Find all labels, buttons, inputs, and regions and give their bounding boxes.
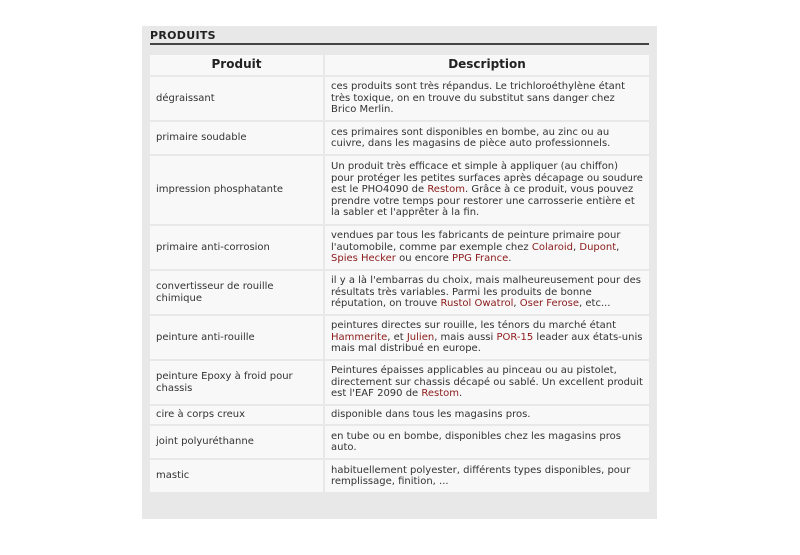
description-text: Un produit très efficace et simple à appliquer (au chiffon) pour protéger les petites surfaces après décapage ou soudure est le PHO4090 de [331, 161, 643, 196]
description-cell [325, 361, 649, 406]
description-cell [325, 156, 649, 226]
products-panel [142, 26, 657, 519]
brand-link[interactable]: Spies Hecker [331, 253, 396, 265]
brand-link[interactable]: Restom [427, 184, 465, 196]
brand-link[interactable]: Restom [421, 388, 460, 400]
products-table [150, 55, 649, 494]
section-title: PRODUITS [150, 29, 216, 42]
brand-link[interactable]: Julien [406, 331, 435, 343]
product-cell: cire à corps creux [150, 406, 325, 426]
brand-link[interactable]: Colaroid [531, 241, 574, 253]
description-cell [325, 316, 649, 361]
table-row [150, 226, 649, 271]
product-cell: primaire soudable [150, 122, 325, 156]
description-text: vendues par tous les fabricants de peinture primaire pour l'automobile, comme par exemple chez [331, 230, 621, 253]
table-header-row [150, 55, 649, 77]
table-row [150, 122, 649, 156]
description-text: en tube ou en bombe, disponibles chez les magasins pros auto. [331, 430, 621, 453]
description-text: , etc... [579, 298, 611, 310]
description-text: Peintures épaisses applicables au pinceau ou au pistolet, directement sur chassis décapé ou sablé. Un excellent produit est l'EAF 2090 de [331, 365, 643, 400]
description-text: , [616, 241, 620, 253]
table-row [150, 156, 649, 226]
description-text: . [508, 253, 512, 265]
description-text: , [573, 241, 580, 253]
description-text: leader aux états-unis mais mal distribué en europe. [331, 331, 643, 355]
description-text: ces primaires sont disponibles en bombe, au zinc ou au cuivre, dans les magasins de pièce auto professionnels. [331, 126, 611, 149]
description-cell [325, 460, 649, 494]
description-cell [325, 271, 649, 316]
brand-link[interactable]: PPG France [452, 253, 509, 265]
table-row [150, 426, 649, 460]
description-text: ces produits sont très répandus. Le trichloroéthylène étant très toxique, on en trouve du substitut sans danger chez Brico Merlin. [331, 81, 626, 116]
description-cell [325, 226, 649, 271]
brand-link[interactable]: POR-15 [496, 331, 534, 343]
description-text: , mais aussi [434, 331, 497, 343]
table-row [150, 77, 649, 122]
brand-link[interactable]: Rustol Owatrol [440, 298, 514, 310]
table-row [150, 316, 649, 361]
brand-link[interactable]: Oser Ferose [519, 298, 580, 310]
header-description: Description [325, 55, 649, 77]
description-cell [325, 122, 649, 156]
description-text: , et [387, 331, 407, 343]
description-text: peintures directes sur rouille, les ténors du marché étant [331, 320, 617, 332]
description-text: . [459, 388, 463, 400]
table-row [150, 406, 649, 426]
description-text: ou encore [395, 253, 453, 265]
brand-link[interactable]: Hammerite [331, 331, 388, 343]
description-text: disponible dans tous les magasins pros. [331, 409, 531, 421]
product-cell: impression phosphatante [150, 156, 325, 226]
product-cell: peinture anti-rouille [150, 316, 325, 361]
table-row [150, 271, 649, 316]
product-cell: joint polyuréthanne [150, 426, 325, 460]
description-text: habituellement polyester, différents types disponibles, pour remplissage, finition, ... [331, 464, 631, 487]
description-text: , [513, 298, 520, 310]
product-cell: convertisseur de rouille chimique [150, 271, 325, 316]
product-cell: primaire anti-corrosion [150, 226, 325, 271]
description-text: il y a là l'embarras du choix, mais malheureusement pour des résultats très variables. Parmi les produits de bonne réputation, on trouve [331, 275, 641, 310]
product-cell: dégraissant [150, 77, 325, 122]
product-cell: mastic [150, 460, 325, 494]
title-underline [150, 43, 649, 45]
description-cell [325, 77, 649, 122]
table-row [150, 460, 649, 494]
brand-link[interactable]: Dupont [579, 241, 617, 253]
product-cell: peinture Epoxy à froid pour chassis [150, 361, 325, 406]
header-product: Produit [150, 55, 325, 77]
description-text: . Grâce à ce produit, vous pouvez prendre votre temps pour restorer une carrosserie entière et la sabler et l'apprêter à la fin. [331, 184, 635, 219]
description-cell [325, 426, 649, 460]
table-row [150, 361, 649, 406]
description-cell [325, 406, 649, 426]
